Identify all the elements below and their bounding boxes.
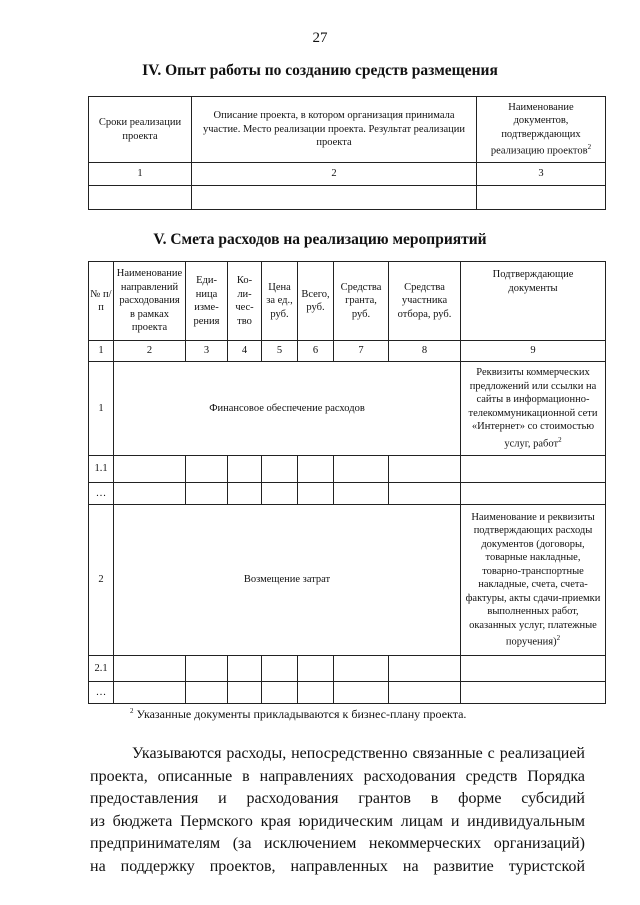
- header-description: Описание проекта, в котором организация принимала участие. Место реализации проекта. Результат реализации проекта: [192, 97, 477, 163]
- footnote: $^2$ Указанные документы прикладываются к бизнес-плану проекта.: [130, 707, 467, 721]
- table-header-row: [89, 262, 606, 341]
- section-4-title: IV. Опыт работы по созданию средств размещения: [142, 62, 498, 79]
- budget-table: [88, 261, 606, 704]
- header-unit: Еди-ница изме-рения: [186, 262, 228, 341]
- paragraph-line: из бюджета Пермского края юридическим лицам и индивидуальным: [90, 812, 585, 830]
- paragraph-line: предоставления и расходования грантов в форме субсидий: [90, 790, 585, 807]
- header-number: № п/п: [89, 262, 114, 341]
- table-row: …: [89, 682, 606, 704]
- paragraph-line: на поддержку проектов, направленных на развитие туристской: [90, 857, 585, 875]
- header-directions: Наименование направлений расходования в рамках проекта: [114, 262, 186, 341]
- column-number-row: 1 2 3 4 5 6 7 8 9: [89, 341, 606, 362]
- table-row: 1 2 3: [89, 163, 606, 186]
- paragraph-line: проекта, описанные в направлениях расходования средств Порядка: [90, 767, 585, 785]
- header-quantity: Ко-ли-чес-тво: [228, 262, 262, 341]
- section-5-title: V. Смета расходов на реализацию мероприятий: [153, 231, 487, 248]
- row-docs: Наименование и реквизиты подтверждающих расходы документов (договоры, товарные накладные, товарно-транспортные накладные, счета, счета-фактуры, акты сдачи-приемки выполненных работ, оказанных услуг, платежные поручения)$^2$: [461, 505, 606, 656]
- paragraph-line: предпринимателям (за исключением некоммерческих организаций): [90, 835, 585, 852]
- table-row: [89, 186, 606, 210]
- header-participant-funds: Средства участника отбора, руб.: [389, 262, 461, 341]
- experience-table: [88, 96, 606, 210]
- header-documents: Наименование документов, подтверждающих реализацию проектов$^2$: [477, 97, 606, 163]
- body-paragraph: [90, 743, 585, 878]
- row-number: 2: [89, 505, 114, 656]
- header-terms: Сроки реализации проекта: [89, 97, 192, 163]
- row-docs: Реквизиты коммерческих предложений или ссылки на сайты в информационно-телекоммуникационной сети «Интернет» со стоимостью услуг, работ$^2$: [461, 362, 606, 456]
- table-row: [89, 505, 606, 656]
- header-price: Цена за ед., руб.: [262, 262, 298, 341]
- page-number: 27: [312, 30, 328, 46]
- row-number: 1: [89, 362, 114, 456]
- table-header-row: [89, 97, 606, 163]
- paragraph-line: Указываются расходы, непосредственно связанные с реализацией: [132, 745, 585, 762]
- header-total: Всего, руб.: [298, 262, 334, 341]
- row-label-reimbursement: Возмещение затрат: [114, 505, 461, 656]
- row-label-financing: Финансовое обеспечение расходов: [114, 362, 461, 456]
- table-row: …: [89, 483, 606, 505]
- header-confirming-docs: Подтверждающие документы: [461, 262, 606, 341]
- table-row: [89, 362, 606, 456]
- table-row: 1.1: [89, 456, 606, 483]
- header-grant-funds: Средства гранта, руб.: [334, 262, 389, 341]
- table-row: 2.1: [89, 656, 606, 682]
